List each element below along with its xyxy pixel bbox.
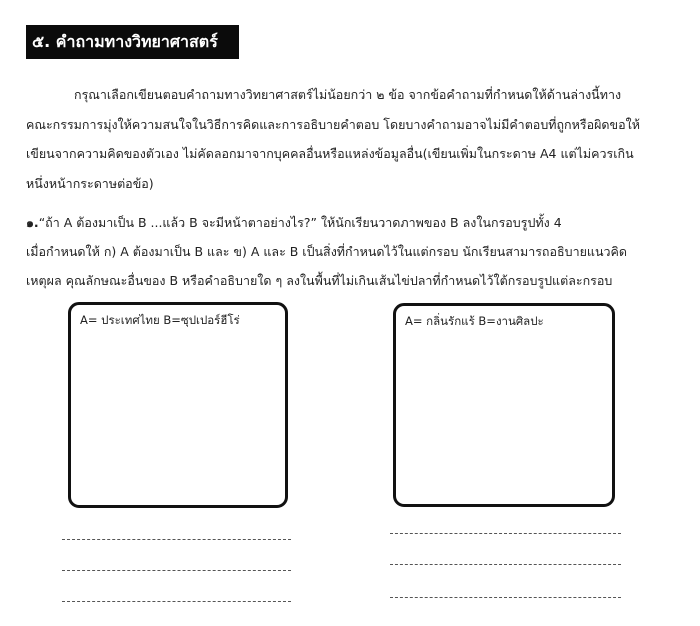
instructions xyxy=(26,80,681,198)
question-line xyxy=(26,208,686,237)
question-1 xyxy=(26,208,686,295)
question-line: เหตุผล คุณลักษณะอื่นของ B หรือคำอธิบายใด ๆ ลงในพื้นที่ไม่เกินเส้นไข่ปลาที่กำหนดไว้ใต้กรอบรูปแต่ละกรอบ xyxy=(26,273,613,288)
drawing-box-label: A= กลิ่นรักแร้ B=งานศิลปะ xyxy=(405,314,544,328)
instructions-line: เขียนจากความคิดของตัวเอง ไม่คัดลอกมาจากบุคคลอื่นหรือแหล่งข้อมูลอื่น(เขียนเพิ่มในกระดาษ A4 แต่ไม่ควรเกิน xyxy=(26,146,634,161)
question-text: “ถ้า A ต้องมาเป็น B ...แล้ว B จะมีหน้าตาอย่างไร?” ให้นักเรียนวาดภาพของ B ลงในกรอบรูปทั้ง 4 xyxy=(38,215,562,230)
drawing-box-1[interactable] xyxy=(68,302,288,508)
question-line: เมื่อกำหนดให้ ก) A ต้องมาเป็น B และ ข) A และ B เป็นสิ่งที่กำหนดไว้ในแต่กรอบ นักเรียนสามารถอธิบายแนวคิด xyxy=(26,244,628,259)
drawing-box-label: A= ประเทศไทย B=ซุปเปอร์ฮีโร่ xyxy=(80,313,240,327)
answer-line-left-3[interactable] xyxy=(62,601,291,602)
drawing-box-2[interactable] xyxy=(393,303,615,507)
instructions-line xyxy=(26,80,681,110)
answer-line-right-1[interactable] xyxy=(390,533,621,534)
answer-line-left-1[interactable] xyxy=(62,539,291,540)
instructions-line: คณะกรรมการมุ่งให้ความสนใจในวิธีการคิดและการอธิบายคำตอบ โดยบางคำถามอาจไม่มีคำตอบที่ถูกหรือผิดขอให้ xyxy=(26,116,640,132)
instructions-line-text: กรุณาเลือกเขียนตอบคำถามทางวิทยาศาสตร์ไม่น้อยกว่า ๒ ข้อ จากข้อคำถามที่กำหนดให้ด้านล่างนี้ทาง xyxy=(74,87,622,102)
question-number: ๑. xyxy=(26,215,39,230)
answer-line-right-3[interactable] xyxy=(390,597,621,598)
answer-line-right-2[interactable] xyxy=(390,564,621,565)
instructions-line: หนึ่งหน้ากระดาษต่อข้อ) xyxy=(26,175,154,191)
section-title: ๕. คำถามทางวิทยาศาสตร์ xyxy=(26,25,239,59)
answer-line-left-2[interactable] xyxy=(62,570,291,571)
